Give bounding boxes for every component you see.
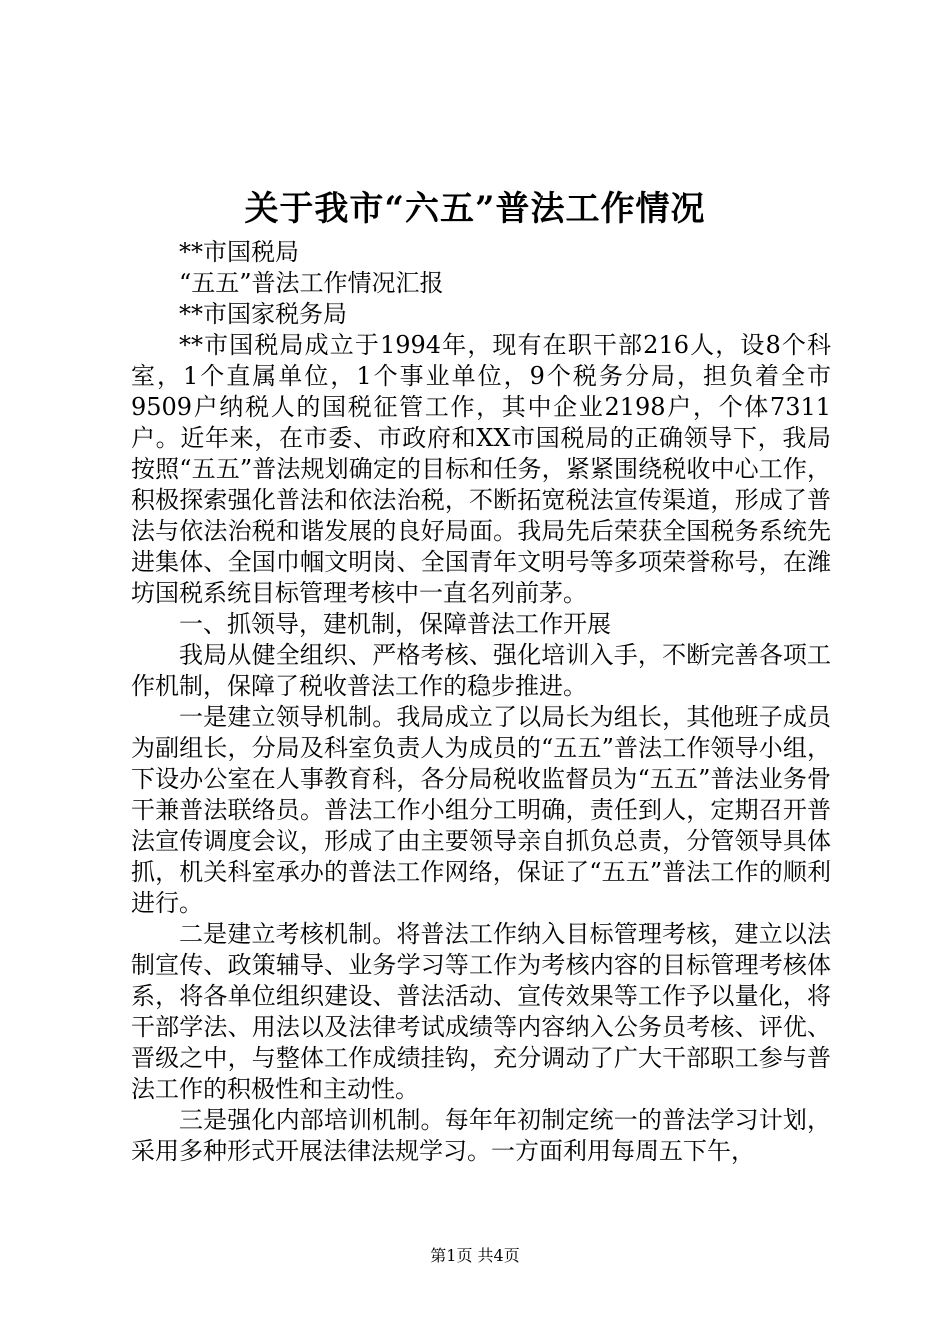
paragraph-point-three: 三是强化内部培训机制。每年年初制定统一的普法学习计划，采用多种形式开展法律法规学习。一方面利用每周五下午， (131, 1106, 831, 1165)
paragraph-intro: **市国税局成立于1994年，现有在职干部216人，设8个科室，1个直属单位，1个事业单位，9个税务分局，担负着全市9509户纳税人的国税征管工作，其中企业2198户，个体7311户。近年来，在市委、市政府和XX市国税局的正确领导下，我局按照“五五”普法规划确定的目标和任务，紧紧围绕税收中心工作，积极探索强化普法和依法治税，不断拓宽税法宣传渠道，形成了普法与依法治税和谐发展的良好局面。我局先后荣获全国税务系统先进集体、全国巾帼文明岗、全国青年文明号等多项荣誉称号，在潍坊国税系统目标管理考核中一直名列前茅。 (131, 331, 831, 607)
paragraph-report-title: “五五”普法工作情况汇报 (179, 269, 444, 297)
document-body (131, 237, 831, 1167)
paragraph-point-two: 二是建立考核机制。将普法工作纳入目标管理考核，建立以法制宣传、政策辅导、业务学习等工作为考核内容的目标管理考核体系，将各单位组织建设、普法活动、宣传效果等工作予以量化，将干部学法、用法以及法律考试成绩等内容纳入公务员考核、评优、晋级之中，与整体工作成绩挂钩，充分调动了广大干部职工参与普法工作的积极性和主动性。 (131, 920, 831, 1103)
paragraph-section-heading: 一、抓领导，建机制，保障普法工作开展 (179, 610, 611, 638)
paragraph-point-one: 一是建立领导机制。我局成立了以局长为组长，其他班子成员为副组长，分局及科室负责人为成员的“五五”普法工作领导小组，下设办公室在人事教育科，各分局税收监督员为“五五”普法业务骨干兼普法联络员。普法工作小组分工明确，责任到人，定期召开普法宣传调度会议，形成了由主要领导亲自抓负总责，分管领导具体抓，机关科室承办的普法工作网络，保证了“五五”普法工作的顺利进行。 (131, 703, 831, 917)
document-title: 关于我市“六五”普法工作情况 (244, 189, 706, 229)
paragraph-section-intro: 我局从健全组织、严格考核、强化培训入手，不断完善各项工作机制，保障了税收普法工作的稳步推进。 (131, 641, 831, 700)
paragraph-org-full: **市国家税务局 (179, 300, 347, 328)
page-footer: 第1页 共4页 (430, 1246, 520, 1265)
paragraph-org: **市国税局 (179, 238, 299, 266)
